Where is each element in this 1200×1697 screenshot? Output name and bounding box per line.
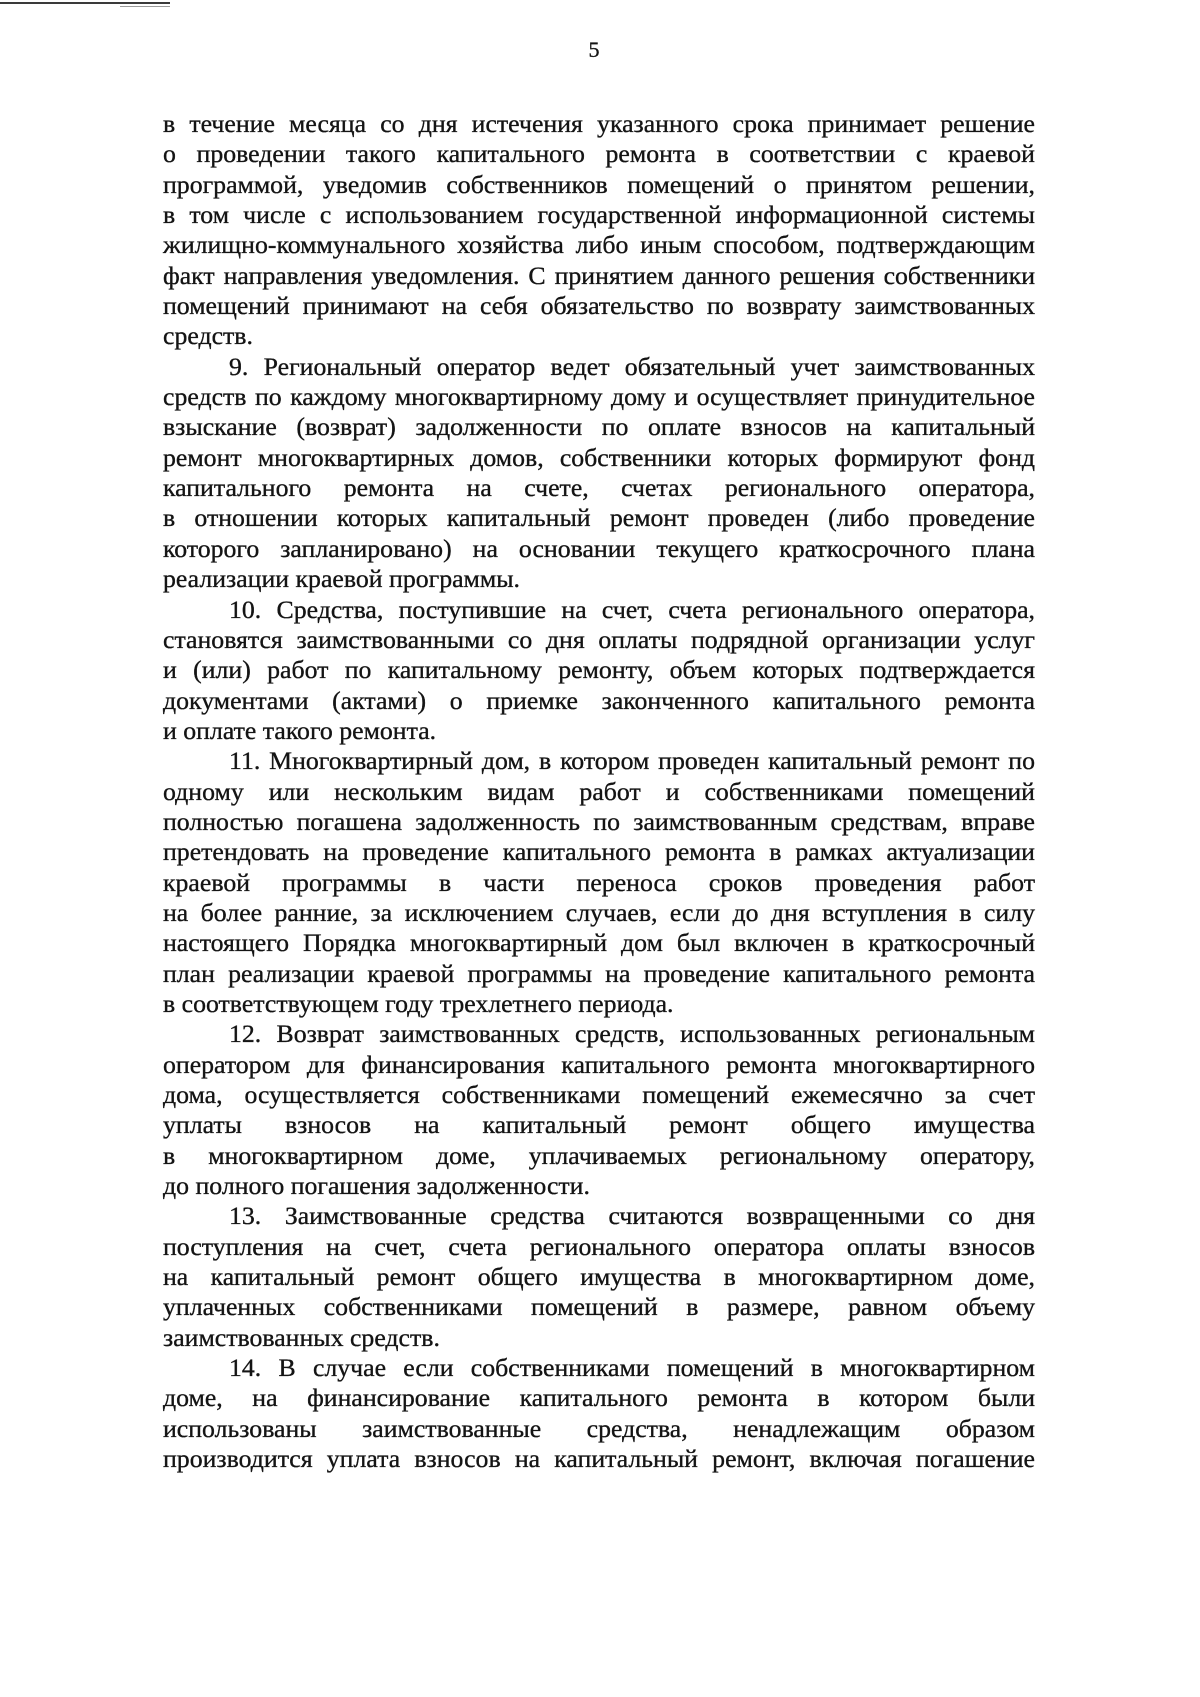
text-line: использованы заимствованные средства, ненадлежащим образом	[163, 1413, 1035, 1443]
text-line: краевой программы в части переноса сроков проведения работ	[163, 867, 1035, 897]
text-line: в многоквартирном доме, уплачиваемых региональному оператору,	[163, 1140, 1035, 1170]
text-line: 12. Возврат заимствованных средств, использованных региональным	[229, 1019, 1035, 1049]
text-line: на капитальный ремонт общего имущества в многоквартирном доме,	[163, 1262, 1035, 1292]
text-line: в течение месяца со дня истечения указанного срока принимает решение	[163, 109, 1035, 138]
text-line: факт направления уведомления. С принятием данного решения собственники	[163, 260, 1035, 290]
text-line: заимствованных средств.	[163, 1322, 440, 1352]
text-line: 11. Многоквартирный дом, в котором проведен капитальный ремонт по	[229, 746, 1035, 776]
text-line: дома, осуществляется собственниками помещений ежемесячно за счет	[163, 1080, 1035, 1109]
text-line: которого запланировано) на основании текущего краткосрочного плана	[163, 533, 1035, 563]
scan-edge-line-faint	[120, 6, 170, 7]
paragraph-13	[163, 1201, 1035, 1353]
page-number: 5	[588, 37, 600, 62]
text-line: одному или нескольким видам работ и собственниками помещений	[163, 776, 1035, 806]
text-line: становятся заимствованными со дня оплаты подрядной организации услуг	[163, 624, 1035, 654]
text-line: 9. Региональный оператор ведет обязательный учет заимствованных	[229, 351, 1035, 381]
text-line: план реализации краевой программы на проведение капитального ремонта	[163, 958, 1035, 988]
text-line: помещений принимают на себя обязательство по возврату заимствованных	[163, 291, 1035, 321]
text-line: ремонт многоквартирных домов, собственники которых формируют фонд	[163, 442, 1035, 472]
text-line: до полного погашения задолженности.	[163, 1171, 590, 1201]
text-line: программой, уведомив собственников помещений о принятом решении,	[163, 169, 1035, 199]
paragraph-12	[163, 1019, 1035, 1201]
text-line: уплаты взносов на капитальный ремонт общего имущества	[163, 1110, 1035, 1140]
text-line: настоящего Порядка многоквартирный дом был включен в краткосрочный	[163, 928, 1035, 958]
text-line: на более ранние, за исключением случаев, если до дня вступления в силу	[163, 897, 1035, 927]
text-line: средств.	[163, 321, 253, 351]
paragraph-14	[163, 1353, 1035, 1474]
text-line: оператором для финансирования капитального ремонта многоквартирного	[163, 1049, 1035, 1079]
paragraph-continuation	[163, 109, 1035, 352]
text-line: 14. В случае если собственниками помещений в многоквартирном	[229, 1353, 1035, 1383]
text-line: в соответствующем году трехлетнего периода.	[163, 988, 674, 1018]
text-line: в том числе с использованием государственной информационной системы	[163, 200, 1035, 230]
text-line: полностью погашена задолженность по заимствованным средствам, вправе	[163, 806, 1035, 836]
document-body	[163, 109, 1035, 1474]
text-line: о проведении такого капитального ремонта в соответствии с краевой	[163, 139, 1035, 169]
text-line: жилищно-коммунального хозяйства либо иным способом, подтверждающим	[163, 230, 1035, 260]
text-line: 13. Заимствованные средства считаются возвращенными со дня	[229, 1201, 1035, 1231]
paragraph-10	[163, 595, 1035, 747]
text-line: документами (актами) о приемке законченного капитального ремонта	[163, 685, 1035, 715]
text-line: взыскание (возврат) задолженности по оплате взносов на капитальный	[163, 412, 1035, 442]
text-line: капитального ремонта на счете, счетах регионального оператора,	[163, 473, 1035, 503]
text-line: 10. Средства, поступившие на счет, счета регионального оператора,	[229, 594, 1035, 624]
text-line: уплаченных собственниками помещений в размере, равном объему	[163, 1292, 1035, 1322]
text-line: средств по каждому многоквартирному дому и осуществляет принудительное	[163, 382, 1035, 412]
text-line: и (или) работ по капитальному ремонту, объем которых подтверждается	[163, 655, 1035, 685]
text-line: поступления на счет, счета регионального оператора оплаты взносов	[163, 1231, 1035, 1261]
paragraph-9	[163, 352, 1035, 595]
text-line: производится уплата взносов на капитальный ремонт, включая погашение	[163, 1444, 1035, 1474]
scan-edge-line	[0, 2, 170, 4]
paragraph-11	[163, 746, 1035, 1019]
text-line: реализации краевой программы.	[163, 564, 520, 594]
text-line: и оплате такого ремонта.	[163, 715, 437, 745]
text-line: доме, на финансирование капитального ремонта в котором были	[163, 1383, 1035, 1413]
text-line: в отношении которых капитальный ремонт проведен (либо проведение	[163, 503, 1035, 533]
text-line: претендовать на проведение капитального ремонта в рамках актуализации	[163, 837, 1035, 867]
